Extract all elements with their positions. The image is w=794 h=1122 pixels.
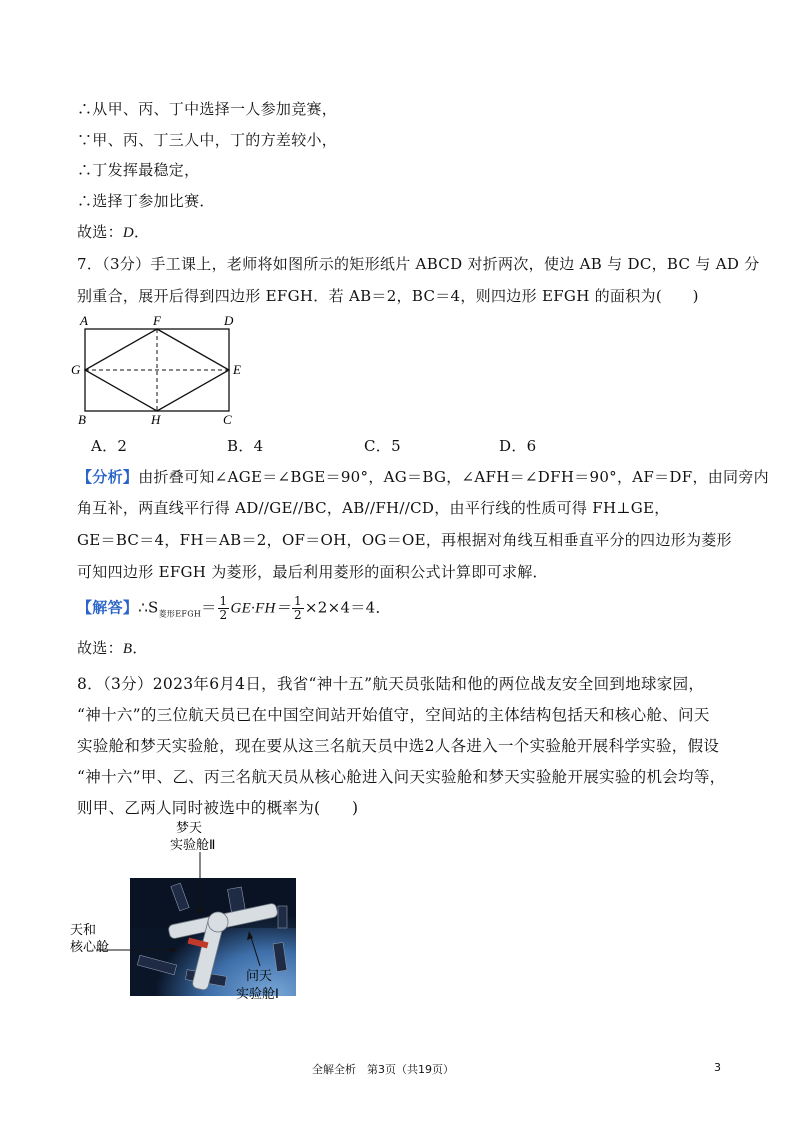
sol-eq: ＝ [201,598,217,617]
answer-prefix: 故选： [77,223,123,241]
q7-option-d: D．6 [499,437,537,455]
answer-letter: B [122,641,133,657]
q7-analysis-line3: GE＝BC＝4，FH＝AB＝2，OF＝OH，OG＝OE，再根据对角线互相垂直平分的四边形为菱形 [77,531,732,549]
label-wentian: 问天 [246,968,273,983]
label-D: D [224,313,234,328]
label-G: G [71,362,81,377]
label-mengtian: 梦天 [176,820,203,835]
q7-analysis-line4: 可知四边形 EFGH 为菱形，最后利用菱形的面积公式计算即可求解． [77,563,548,581]
q7-option-a: A．2 [91,437,128,455]
q7-answer-line [77,637,148,658]
analysis-text: 由折叠可知∠AGE＝∠BGE＝90°，AG＝BG，∠AFH＝∠DFH＝90°，AF＝DF，由同旁内 [138,468,769,486]
sol-subscript: 菱形EFGH [158,609,202,619]
label-E: E [233,362,241,377]
label-A: A [80,313,88,328]
q8-stem-line5: 则甲、乙两人同时被选中的概率为( ) [77,799,359,817]
page-number: 3 [714,1061,721,1074]
q8-stem-line4: “神十六”甲、乙、丙三名航天员从核心舱进入问天实验舱和梦天实验舱开展实验的机会均等， [77,768,726,786]
q8-stem-line2: “神十六”的三位航天员已在中国空间站开始值守，空间站的主体结构包括天和核心舱、问天 [77,706,710,724]
footer-center: 全解全析 第3页（共19页） [312,1063,454,1076]
label-wentian-2: 实验舱Ⅰ [236,986,279,1001]
q7-analysis-line2: 角互补，两直线平行得 AD//GE//BC，AB//FH//CD，由平行线的性质可得 FH⊥GE， [77,499,670,517]
space-station-photo [60,818,320,1008]
sol-mid: GE·FH＝ [230,600,291,617]
q7-option-c: C．5 [364,437,401,455]
label-H: H [151,412,161,427]
answer-line [77,221,149,242]
fraction: $\frac{1}{2}$ [293,594,302,622]
text-line: ∴丁发挥最稳定， [77,161,200,179]
q7-stem-line1: 7．（3分）手工课上，老师将如图所示的矩形纸片 ABCD 对折两次，使边 AB 与 DC，BC 与 AD 分 [77,255,760,273]
text-line: ∵甲、丙、丁三人中，丁的方差较小， [77,131,338,149]
label-tianhe: 天和 [70,922,97,937]
q7-solution-line [77,595,391,622]
sol-prefix: ∴S [138,598,159,617]
label-tianhe-2: 核心舱 [70,939,110,954]
label-B: B [78,412,86,427]
analysis-tag: 【分析】 [77,468,139,486]
q7-analysis-line1 [77,466,769,487]
label-mengtian-2: 实验舱Ⅱ [170,837,216,852]
text-line: ∴选择丁参加比赛． [77,192,215,210]
solution-tag: 【解答】 [77,598,139,617]
label-F: F [153,313,161,328]
answer-prefix: 故选： [77,639,123,657]
label-C: C [223,412,232,427]
answer-letter: D [122,225,135,241]
fraction: $\frac{1}{2}$ [219,594,228,622]
q7-option-b: B．4 [227,437,264,455]
answer-end: ． [132,639,148,657]
q7-rectangle-figure [68,312,258,428]
q8-stem-line3: 实验舱和梦天实验舱，现在要从这三名航天员中选2人各进入一个实验舱开展科学实验，假设 [77,737,720,755]
q7-stem-line2: 别重合，展开后得到四边形 EFGH．若 AB＝2，BC＝4，则四边形 EFGH 的面积为( ) [77,287,699,305]
sol-end: ×2×4＝4． [304,598,391,617]
space-station-figure [60,818,320,1008]
q8-stem-line1: 8．（3分）2023年6月4日，我省“神十五”航天员张陆和他的两位战友安全回到地球家园， [77,675,705,693]
answer-end: ． [134,223,150,241]
text-line: ∴从甲、丙、丁中选择一人参加竞赛， [77,100,338,118]
